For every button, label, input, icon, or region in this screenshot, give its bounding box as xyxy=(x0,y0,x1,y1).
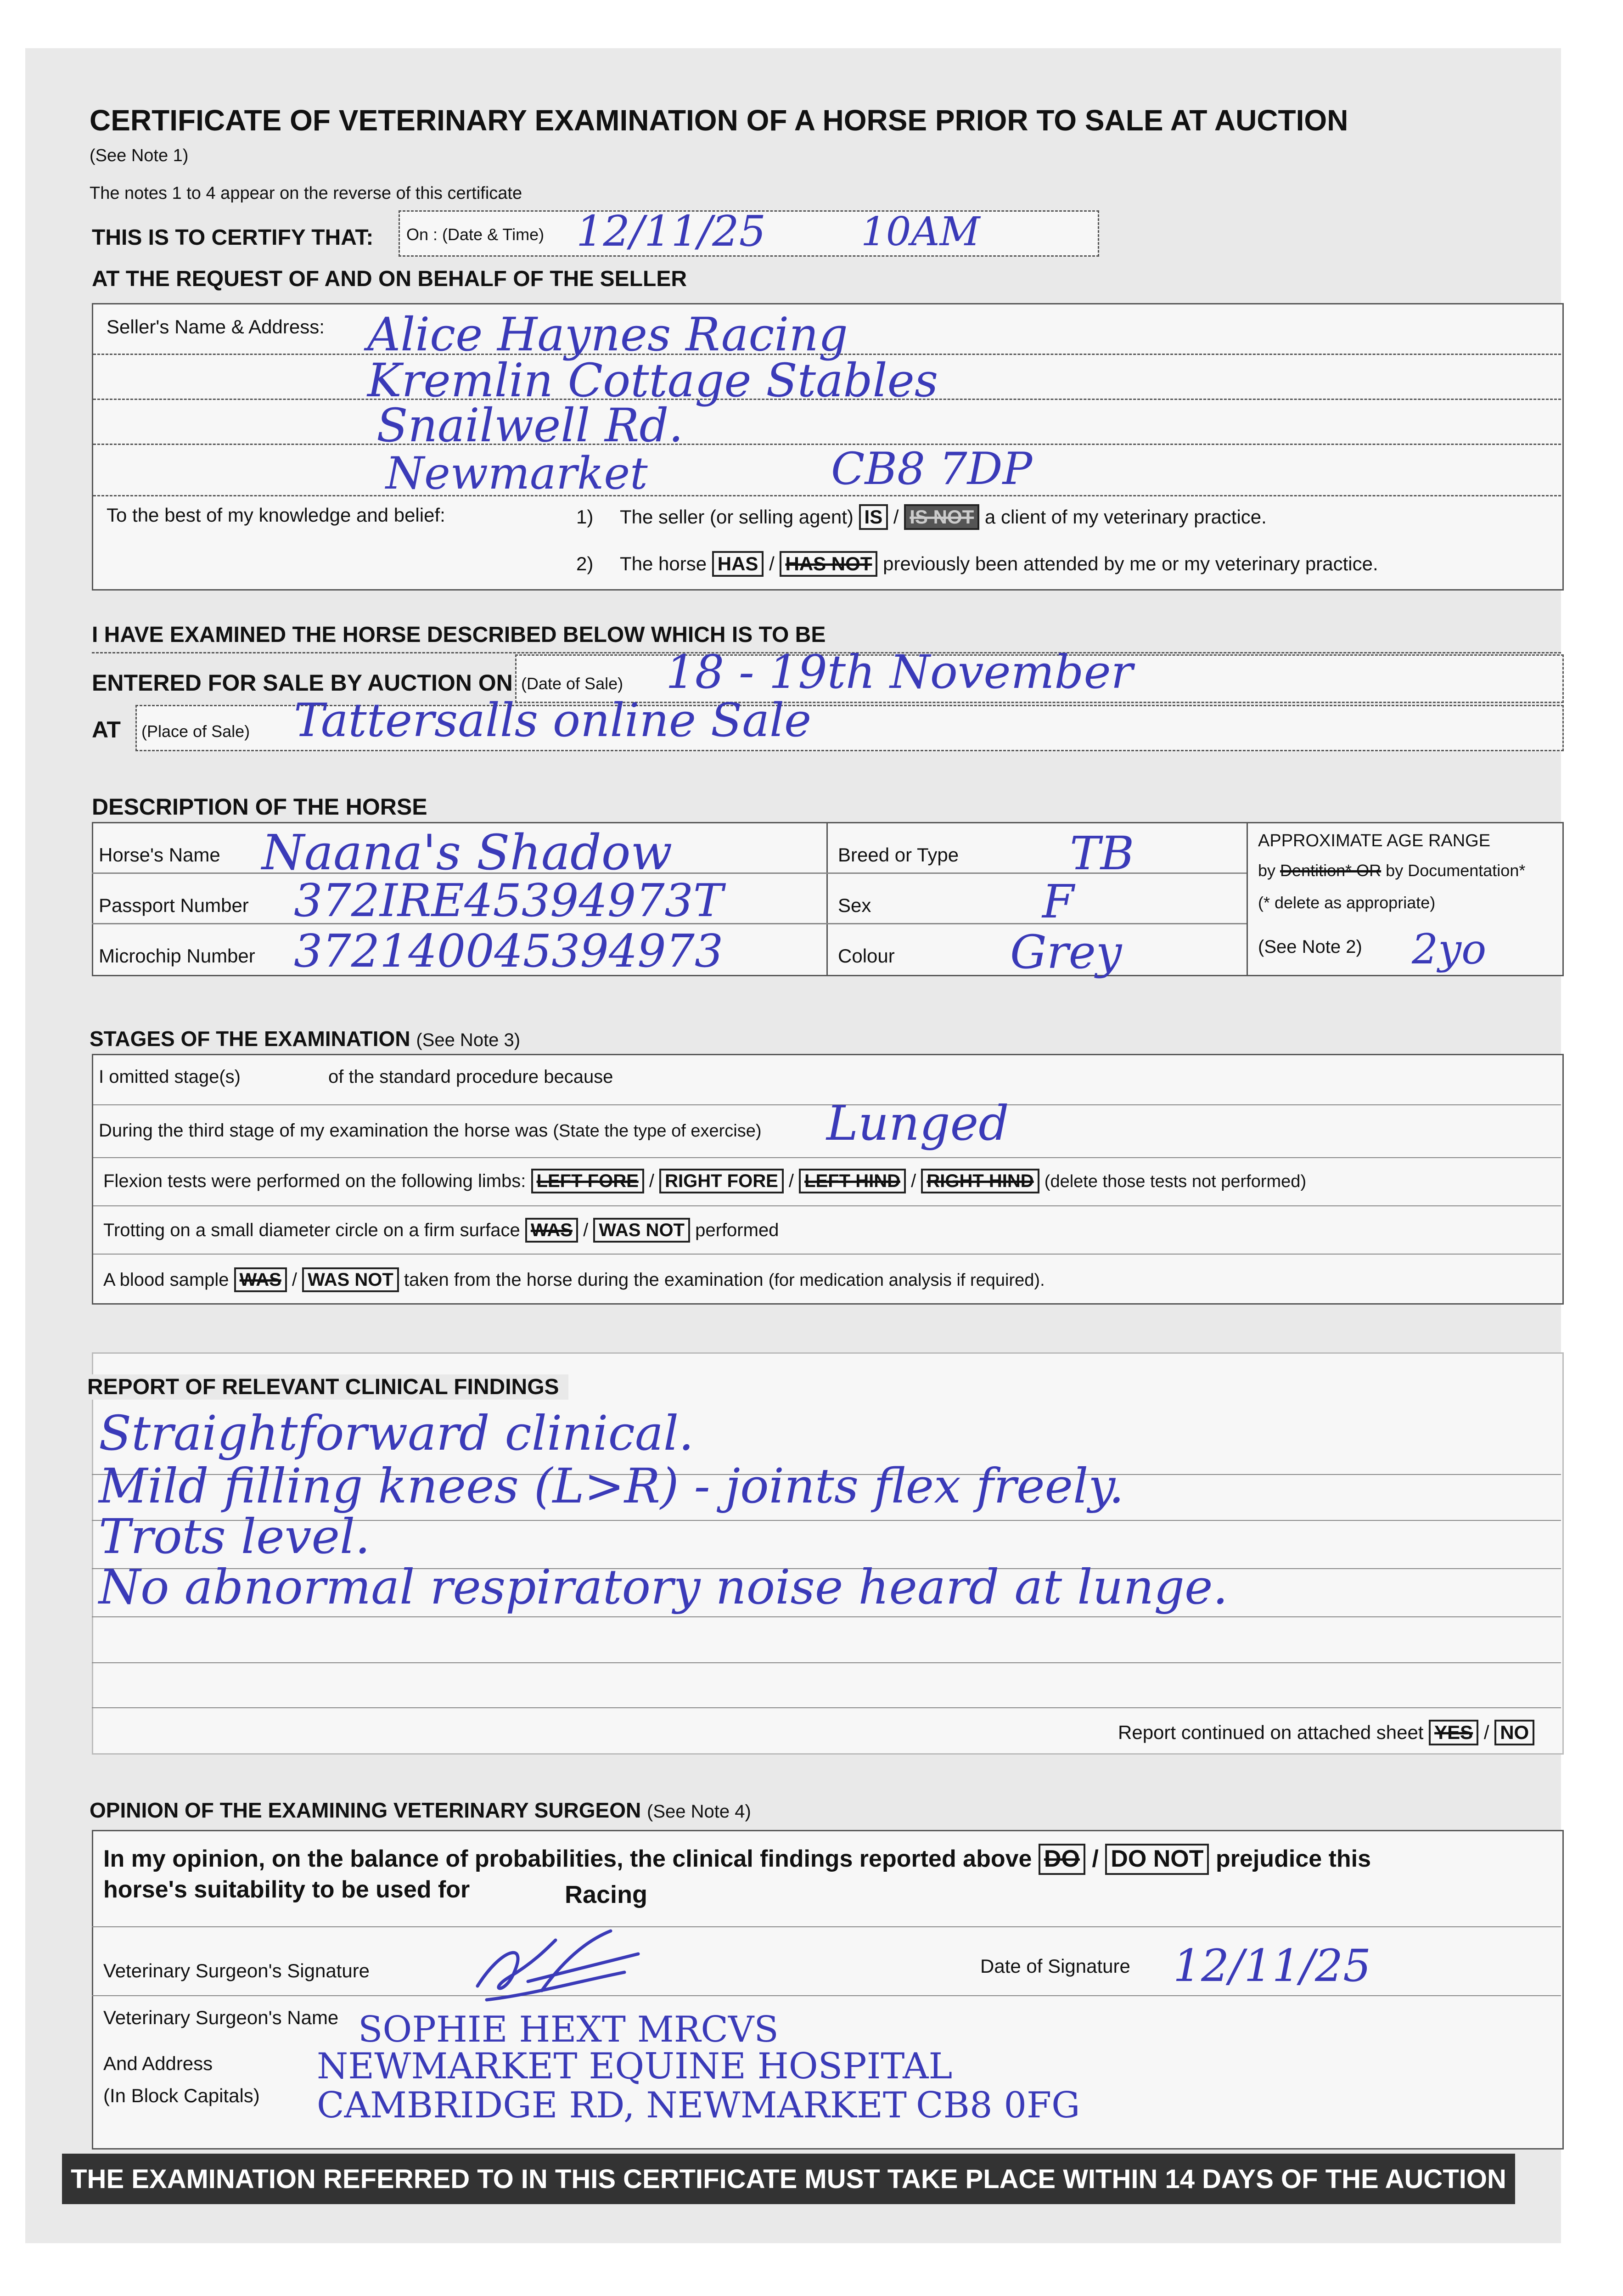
statement-2-text: The horse xyxy=(619,553,707,574)
desc-divider-2 xyxy=(1247,822,1248,976)
block-capitals-label: (In Block Capitals) xyxy=(103,2085,260,2106)
report-line-6 xyxy=(92,1707,1561,1708)
flexion-right-hind[interactable]: RIGHT HIND xyxy=(921,1169,1039,1193)
notes-line: The notes 1 to 4 appear on the reverse of this certificate xyxy=(90,184,522,203)
desc-divider-1 xyxy=(826,822,828,976)
vet-address-postcode: CB8 0FG xyxy=(916,2085,1080,2126)
opinion-do[interactable]: DO xyxy=(1039,1844,1085,1875)
report-line-4 xyxy=(92,1616,1561,1617)
seller-line-4 xyxy=(93,495,1561,496)
opinion-line-1 xyxy=(92,1926,1561,1927)
report-finding-4: No abnormal respiratory noise heard at lunge. xyxy=(99,1559,1228,1615)
third-stage-row xyxy=(99,1120,762,1141)
signature-image xyxy=(459,1922,652,2014)
age-delete-note: (* delete as appropriate) xyxy=(1258,893,1436,912)
breed-value: TB xyxy=(1070,827,1134,880)
signature-label: Veterinary Surgeon's Signature xyxy=(103,1960,370,1981)
footer-banner: THE EXAMINATION REFERRED TO IN THIS CERTIFICATE MUST TAKE PLACE WITHIN 14 DAYS OF THE AUCTION xyxy=(62,2154,1515,2204)
opinion-do-not[interactable]: DO NOT xyxy=(1105,1844,1209,1875)
microchip-label: Microchip Number xyxy=(99,945,255,967)
opinion-heading-row xyxy=(90,1798,751,1823)
continued-yes[interactable]: YES xyxy=(1429,1720,1478,1745)
statement-1: 1) The seller (or selling agent) IS / IS NOT a client of my veterinary practice. xyxy=(576,504,1267,530)
microchip-value: 372140045394973 xyxy=(294,925,724,978)
stage-line-2 xyxy=(93,1157,1561,1158)
sale-place-label: (Place of Sale) xyxy=(141,722,250,741)
opinion-text-3: horse's suitability to be used for xyxy=(103,1876,470,1903)
statement-2-number: 2) xyxy=(576,553,594,574)
date-time-label: On : (Date & Time) xyxy=(406,225,545,244)
flexion-note: (delete those tests not performed) xyxy=(1044,1172,1307,1191)
seller-line-3 xyxy=(93,444,1561,445)
desc-row-line-4 xyxy=(826,923,1247,924)
age-dentition[interactable]: Dentition* OR xyxy=(1280,861,1382,880)
opinion-text-1: In my opinion, on the balance of probabilities, the clinical findings reported above xyxy=(103,1846,1032,1872)
is-option[interactable]: IS xyxy=(859,504,888,530)
blood-was[interactable]: WAS xyxy=(234,1267,287,1292)
passport-value: 372IRE45394973T xyxy=(294,875,724,927)
horse-name-value: Naana's Shadow xyxy=(262,824,673,881)
exam-time-value: 10AM xyxy=(861,209,980,255)
report-finding-2: Mild filling knees (L>R) - joints flex freely. xyxy=(99,1458,1124,1514)
report-finding-1: Straightforward clinical. xyxy=(99,1405,694,1461)
statement-1-text: The seller (or selling agent) xyxy=(619,506,854,528)
sale-heading-2: ENTERED FOR SALE BY AUCTION ON xyxy=(92,670,513,696)
desc-row-line-3 xyxy=(826,872,1247,874)
at-label: AT xyxy=(92,717,121,743)
report-finding-3: Trots level. xyxy=(99,1508,371,1564)
vet-name-value: SOPHIE HEXT MRCVS xyxy=(358,2009,779,2050)
vet-address-line-2: CAMBRIDGE RD, NEWMARKET xyxy=(317,2085,907,2126)
age-see-note: (See Note 2) xyxy=(1258,937,1362,957)
age-heading: APPROXIMATE AGE RANGE xyxy=(1258,831,1491,850)
report-line-5 xyxy=(92,1662,1561,1663)
has-option[interactable]: HAS xyxy=(712,551,764,577)
flexion-row: Flexion tests were performed on the following limbs: LEFT FORE / RIGHT FORE / LEFT HIND / RIGHT HIND (delete those tests not performed) xyxy=(103,1169,1306,1193)
flexion-left-fore[interactable]: LEFT FORE xyxy=(531,1169,644,1193)
seller-postcode: CB8 7DP xyxy=(831,443,1033,495)
trotting-label: Trotting on a small diameter circle on a firm surface xyxy=(103,1220,520,1240)
opinion-use-value: Racing xyxy=(565,1881,648,1908)
statement-1-number: 1) xyxy=(576,506,594,528)
trotting-was-not[interactable]: WAS NOT xyxy=(593,1218,690,1243)
flexion-right-fore[interactable]: RIGHT FORE xyxy=(659,1169,784,1193)
statement-2-suffix: previously been attended by me or my veterinary practice. xyxy=(883,553,1378,574)
opinion-line-2 xyxy=(92,1995,1561,1996)
third-stage-note: (State the type of exercise) xyxy=(553,1121,762,1141)
seller-address-3: Newmarket xyxy=(386,448,648,499)
opinion-text-2: prejudice this xyxy=(1215,1846,1371,1872)
age-methods xyxy=(1258,861,1525,880)
report-heading: REPORT OF RELEVANT CLINICAL FINDINGS xyxy=(87,1374,568,1400)
statement-2: 2) The horse HAS / HAS NOT previously been attended by me or my veterinary practice. xyxy=(576,551,1378,577)
stages-heading-row xyxy=(90,1026,520,1051)
third-stage-label: During the third stage of my examination the horse was xyxy=(99,1120,548,1141)
omitted-label: I omitted stage(s) xyxy=(99,1067,241,1087)
sale-heading-1: I HAVE EXAMINED THE HORSE DESCRIBED BELOW WHICH IS TO BE xyxy=(92,623,826,647)
sale-place-value: Tattersalls online Sale xyxy=(294,693,812,747)
description-heading: DESCRIPTION OF THE HORSE xyxy=(92,794,427,820)
seller-label: Seller's Name & Address: xyxy=(107,316,325,338)
sale-date-label: (Date of Sale) xyxy=(521,674,623,693)
vet-address-line-1: NEWMARKET EQUINE HOSPITAL xyxy=(317,2046,953,2087)
report-continued-label: Report continued on attached sheet xyxy=(1118,1722,1424,1743)
blood-post: taken from the horse during the examination xyxy=(404,1270,764,1290)
certify-label: THIS IS TO CERTIFY THAT: xyxy=(92,225,374,250)
flexion-label: Flexion tests were performed on the following limbs: xyxy=(103,1171,526,1191)
passport-label: Passport Number xyxy=(99,895,249,916)
is-not-option[interactable]: IS NOT xyxy=(904,504,979,530)
age-documentation[interactable]: by Documentation* xyxy=(1386,861,1526,880)
opinion-heading: OPINION OF THE EXAMINING VETERINARY SURGEON xyxy=(90,1798,641,1822)
seller-address-2: Snailwell Rd. xyxy=(376,399,684,452)
blood-note: (for medication analysis if required). xyxy=(768,1271,1045,1290)
colour-value: Grey xyxy=(1010,925,1122,979)
omitted-because: of the standard procedure because xyxy=(328,1067,613,1087)
continued-no[interactable]: NO xyxy=(1494,1720,1534,1745)
horse-name-label: Horse's Name xyxy=(99,844,220,866)
belief-label: To the best of my knowledge and belief: xyxy=(107,504,445,526)
flexion-left-hind[interactable]: LEFT HIND xyxy=(799,1169,906,1193)
form-title: CERTIFICATE OF VETERINARY EXAMINATION OF A HORSE PRIOR TO SALE AT AUCTION xyxy=(90,104,1348,137)
request-label: AT THE REQUEST OF AND ON BEHALF OF THE SELLER xyxy=(92,267,687,291)
trotting-was[interactable]: WAS xyxy=(525,1218,578,1243)
sex-label: Sex xyxy=(838,895,871,916)
opinion-text-row: In my opinion, on the balance of probabilities, the clinical findings reported above DO / DO NOT prejudice this xyxy=(103,1844,1371,1875)
report-continued-row: Report continued on attached sheet YES / NO xyxy=(1118,1720,1534,1745)
blood-label: A blood sample xyxy=(103,1270,229,1290)
age-value: 2yo xyxy=(1412,925,1487,974)
seller-address-1: Kremlin Cottage Stables xyxy=(367,354,938,407)
opinion-note: (See Note 4) xyxy=(647,1801,751,1822)
colour-label: Colour xyxy=(838,945,895,967)
vet-name-label: Veterinary Surgeon's Name xyxy=(103,2007,339,2028)
trotting-post: performed xyxy=(695,1220,779,1240)
third-stage-value: Lunged xyxy=(826,1095,1009,1151)
seller-name-value: Alice Haynes Racing xyxy=(367,308,848,361)
sale-date-value: 18 - 19th November xyxy=(666,645,1133,699)
date-signature-value: 12/11/25 xyxy=(1173,1940,1371,1992)
stages-heading: STAGES OF THE EXAMINATION xyxy=(90,1027,410,1051)
blood-was-not[interactable]: WAS NOT xyxy=(302,1267,399,1292)
date-signature-label: Date of Signature xyxy=(980,1955,1130,1977)
exam-date-value: 12/11/25 xyxy=(576,207,766,256)
sex-value: F xyxy=(1042,875,1074,929)
trotting-row: Trotting on a small diameter circle on a firm surface WAS / WAS NOT performed xyxy=(103,1218,779,1243)
breed-label: Breed or Type xyxy=(838,844,959,866)
vet-address-label: And Address xyxy=(103,2053,213,2074)
stages-note: (See Note 3) xyxy=(416,1030,521,1050)
age-by: by xyxy=(1258,861,1276,880)
blood-row: A blood sample WAS / WAS NOT taken from the horse during the examination (for medication analysis if required). xyxy=(103,1267,1045,1292)
has-not-option[interactable]: HAS NOT xyxy=(780,551,877,577)
stage-line-3 xyxy=(93,1205,1561,1206)
statement-1-suffix: a client of my veterinary practice. xyxy=(984,506,1267,528)
see-note-1: (See Note 1) xyxy=(90,146,189,165)
stage-line-4 xyxy=(93,1254,1561,1255)
